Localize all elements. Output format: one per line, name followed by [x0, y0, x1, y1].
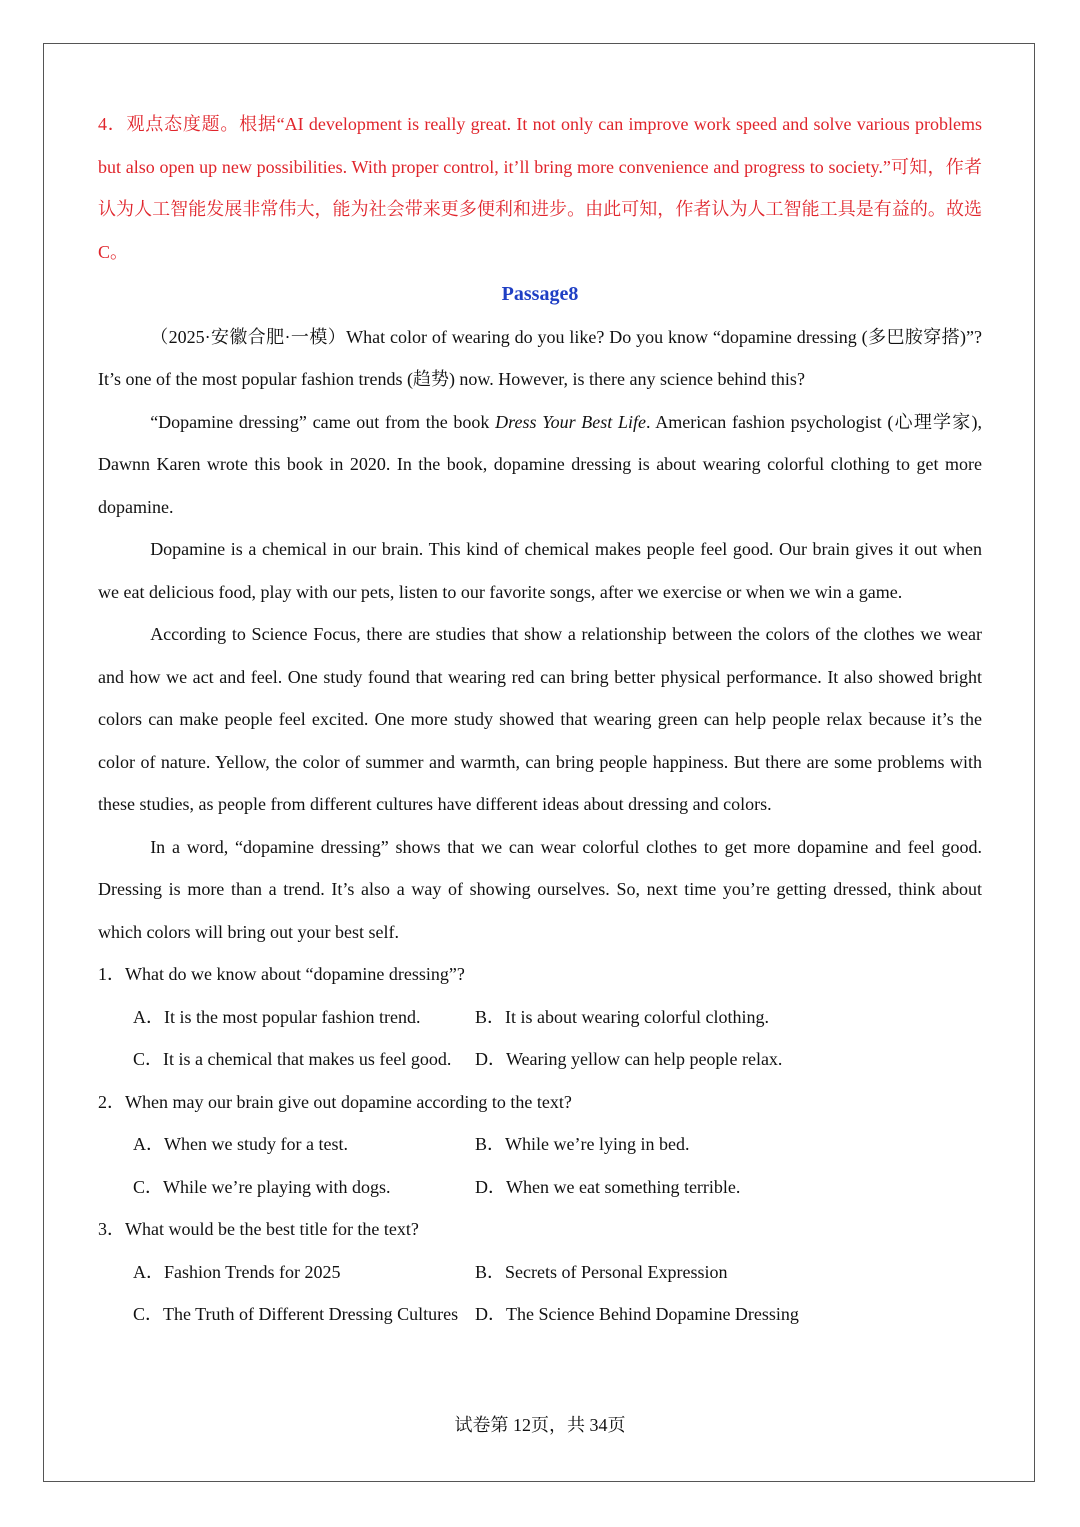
- question-1-options: [98, 996, 982, 1081]
- question-3-stem: 3．What would be the best title for the text?: [98, 1219, 419, 1239]
- q2-option-a: A．When we study for a test.: [133, 1134, 348, 1154]
- passage-paragraph-1: （2025·安徽合肥·一模）What color of wearing do you like? Do you know “dopamine dressing (多巴胺穿搭)”? It’s one of the most popular fashion trends (趋势) now. However, is there any science behind this?: [98, 326, 982, 389]
- q3-option-a: A．Fashion Trends for 2025: [133, 1261, 341, 1282]
- p2-text-before: “Dopamine dressing” came out from the book: [150, 411, 496, 432]
- q1-option-d: D．Wearing yellow can help people relax.: [475, 1049, 783, 1069]
- passage-paragraph-4: According to Science Focus, there are studies that show a relationship between the colors of the clothes we wear and how we act and feel. One study found that wearing red can bring better physical performance. It also showed bright colors can make people feel excited. One more study showed that wearing green can help people relax because it’s the color of nature. Yellow, the color of summer and warmth, can bring people happiness. But there are some problems with these studies, as people from different cultures have different ideas about dressing and colors.: [98, 624, 982, 814]
- question-2-stem: 2．When may our brain give out dopamine according to the text?: [98, 1091, 572, 1112]
- passage-paragraph-2: [98, 401, 982, 529]
- q3-option-c: C．The Truth of Different Dressing Cultures: [133, 1304, 459, 1324]
- question-3-options: [98, 1251, 982, 1336]
- q2-option-b: B．While we’re lying in bed.: [475, 1134, 690, 1154]
- q1-option-b: B．It is about wearing colorful clothing.: [475, 1006, 769, 1027]
- p2-text-after: . American fashion psychologist (心理学家), Dawnn Karen wrote this book in 2020. In the book, dopamine dressing is about wearing colorful clothing to get more dopamine.: [98, 411, 982, 517]
- answer-explanation: 4．观点态度题。根据“AI development is really great. It not only can improve work speed and solve various problems but also open up new possibilities. With proper control, it’ll bring more convenience and progress to society.”可知，作者认为人工智能发展非常伟大，能为社会带来更多便利和进步。由此可知，作者认为人工智能工具是有益的。故选 C。: [98, 114, 982, 262]
- question-2-options: [98, 1123, 982, 1208]
- q2-option-d: D．When we eat something terrible.: [475, 1176, 741, 1197]
- passage-paragraph-5: In a word, “dopamine dressing” shows that we can wear colorful clothes to get more dopamine and feel good. Dressing is more than a trend. It’s also a way of showing ourselves. So, next time you’re getting dressed, think about which colors will bring out your best self.: [98, 836, 982, 942]
- page-number-footer: 试卷第 12页，共 34页: [454, 1415, 626, 1435]
- passage-title: Passage8: [501, 283, 579, 305]
- book-title: Dress Your Best Life: [495, 411, 647, 432]
- q1-option-c: C．It is a chemical that makes us feel good.: [133, 1049, 452, 1069]
- page-content: [98, 103, 982, 1336]
- q1-option-a: A．It is the most popular fashion trend.: [133, 1006, 421, 1027]
- question-1-stem: 1．What do we know about “dopamine dressing”?: [98, 964, 465, 984]
- q3-option-b: B．Secrets of Personal Expression: [475, 1261, 728, 1282]
- q3-option-d: D．The Science Behind Dopamine Dressing: [475, 1304, 799, 1324]
- q2-option-c: C．While we’re playing with dogs.: [133, 1176, 391, 1197]
- passage-paragraph-3: Dopamine is a chemical in our brain. This kind of chemical makes people feel good. Our brain gives it out when we eat delicious food, play with our pets, listen to our favorite songs, after we exercise or when we win a game.: [98, 539, 982, 602]
